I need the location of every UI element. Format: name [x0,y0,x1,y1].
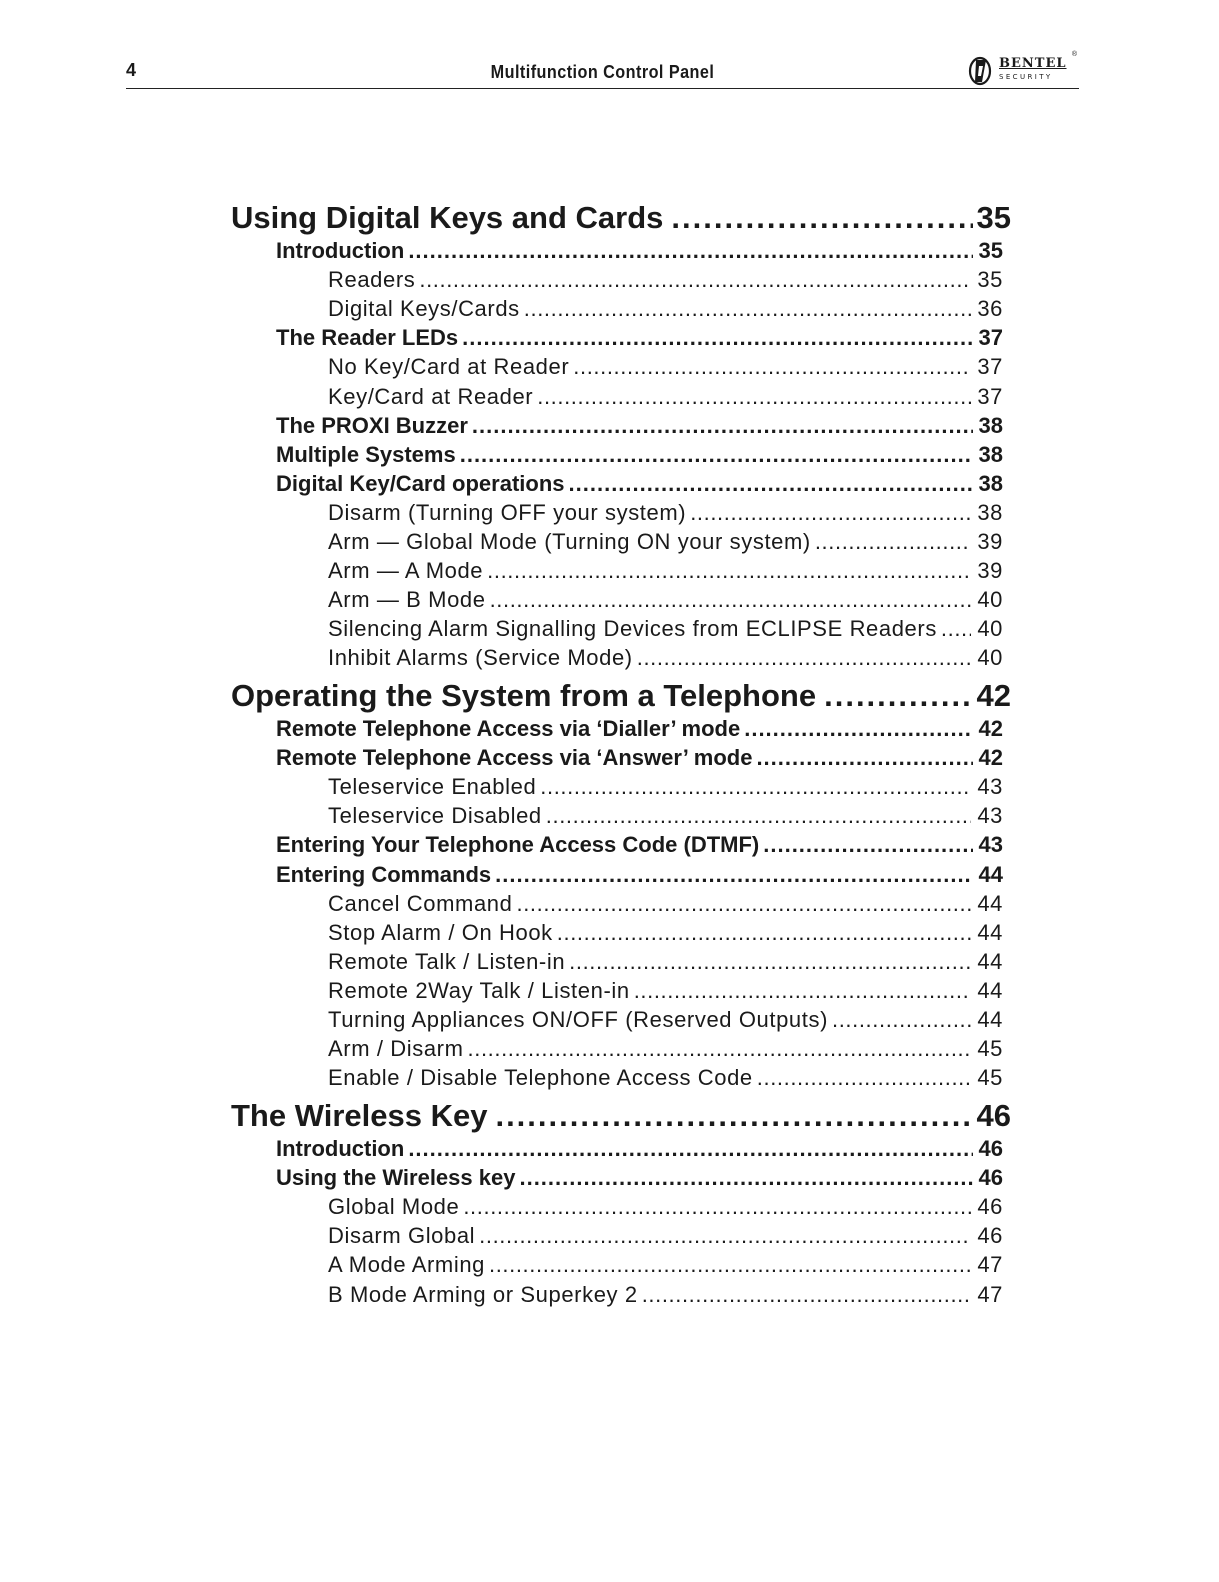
toc-topic-entry[interactable] [328,1252,1003,1280]
dot-leader [824,678,972,714]
toc-entry-page: 38 [977,499,1003,525]
toc-entry-page: 44 [978,861,1003,887]
dot-leader [757,1065,972,1091]
dot-leader [637,645,972,671]
brand-logo [967,51,1079,86]
dot-leader [537,384,971,410]
dot-leader [524,296,972,322]
toc-entry-page: 40 [977,645,1003,671]
toc-entry-page: 42 [978,716,1003,741]
toc-topic-entry[interactable] [328,1036,1003,1064]
toc-topic-entry[interactable] [328,500,1003,528]
toc-entry-label: Digital Key/Card operations [276,470,565,496]
toc-entry-label: B Mode Arming or Superkey 2 [328,1281,638,1307]
toc-topic-entry[interactable] [328,949,1003,977]
toc-entry-page: 35 [977,267,1003,293]
toc-entry-page: 46 [978,1136,1003,1161]
toc-topic-entry[interactable] [328,384,1003,412]
toc-entry-label: The Reader LEDs [276,325,459,351]
toc-entry-label: Teleservice Disabled [328,803,542,829]
toc-entry-label: Global Mode [328,1194,460,1220]
toc-section-title: The Wireless Key [231,1098,488,1133]
toc-entry-page: 46 [978,1165,1003,1191]
toc-subsection-entry[interactable] [276,716,1003,744]
toc-entry-page: 44 [977,977,1003,1003]
toc-subsection-entry[interactable] [276,413,1003,441]
toc-entry-label: Using the Wireless key [276,1165,516,1191]
dot-leader [519,1165,972,1191]
toc-subsection-entry[interactable] [276,832,1003,860]
toc-section-heading[interactable] [231,678,1011,716]
toc-entry-label: Entering Your Telephone Access Code (DTMF) [276,832,760,858]
toc-entry-label: Arm / Disarm [328,1036,464,1062]
toc-topic-entry[interactable] [328,1282,1003,1310]
toc-subsection-entry[interactable] [276,238,1003,266]
dot-leader [941,616,971,642]
dot-leader [487,558,971,584]
toc-topic-entry[interactable] [328,774,1003,802]
dot-leader [763,832,972,858]
toc-section-heading[interactable] [231,1098,1011,1136]
toc-entry-label: Introduction [276,1136,405,1161]
toc-topic-entry[interactable] [328,1223,1003,1251]
toc-section-title: Operating the System from a Telephone [231,678,817,713]
dot-leader [460,442,973,468]
toc-entry-label: Arm — A Mode [328,558,484,584]
toc-entry-page: 37 [977,383,1003,409]
dot-leader [495,862,972,888]
toc-entry-page: 44 [977,1007,1003,1032]
toc-entry-label: Multiple Systems [276,441,456,467]
dot-leader [490,587,972,613]
toc-topic-entry[interactable] [328,891,1003,919]
toc-entry-label: The PROXI Buzzer [276,412,468,438]
dot-leader [495,1098,972,1134]
toc-entry-label: Arm — B Mode [328,587,486,613]
toc-entry-label: Key/Card at Reader [328,383,534,409]
toc-topic-entry[interactable] [328,587,1003,615]
toc-entry-label: Entering Commands [276,861,492,887]
toc-subsection-entry[interactable] [276,1165,1003,1193]
toc-topic-entry[interactable] [328,1065,1003,1093]
toc-topic-entry[interactable] [328,296,1003,324]
dot-leader [408,1136,972,1162]
toc-entry-page: 36 [977,296,1003,322]
toc-entry-page: 37 [977,354,1003,380]
dot-leader [546,803,972,829]
toc-entry-page: 46 [977,1223,1003,1249]
dot-leader [516,891,971,917]
dot-leader [642,1282,972,1308]
toc-section-page: 42 [976,678,1011,713]
toc-topic-entry[interactable] [328,803,1003,831]
dot-leader [671,200,972,236]
toc-entry-page: 43 [978,832,1003,858]
toc-entry-label: Digital Keys/Cards [328,296,520,322]
logo-brand-text: BENTEL [999,56,1067,71]
toc-section-heading[interactable] [231,200,1011,238]
toc-subsection-entry[interactable] [276,1136,1003,1164]
toc-entry-label: Remote Telephone Access via ‘Dialler’ mode [276,716,741,741]
toc-topic-entry[interactable] [328,978,1003,1006]
dot-leader [756,745,972,771]
toc-topic-entry[interactable] [328,1007,1003,1035]
toc-entry-page: 39 [977,558,1003,584]
toc-entry-label: Cancel Command [328,890,513,916]
dot-leader [832,1007,971,1033]
dot-leader [419,267,971,293]
dot-leader [479,1223,971,1249]
dot-leader [463,1194,971,1220]
toc-subsection-entry[interactable] [276,325,1003,353]
dot-leader [557,920,972,946]
dot-leader [540,774,971,800]
dot-leader [690,500,971,526]
toc-topic-entry[interactable] [328,267,1003,295]
toc-entry-page: 45 [977,1065,1003,1091]
toc-topic-entry[interactable] [328,645,1003,673]
dot-leader [462,325,972,351]
toc-entry-label: Remote Talk / Listen-in [328,948,566,974]
toc-entry-page: 43 [977,803,1003,829]
toc-entry-page: 37 [978,325,1003,351]
dot-leader [573,354,971,380]
toc-subsection-entry[interactable] [276,442,1003,470]
dot-leader [569,949,971,975]
dot-leader [634,978,972,1004]
toc-entry-label: Remote 2Way Talk / Listen-in [328,977,630,1003]
toc-entry-label: Enable / Disable Telephone Access Code [328,1065,753,1091]
document-title: Multifunction Control Panel [490,62,715,82]
toc-entry-label: Remote Telephone Access via ‘Answer’ mode [276,745,753,771]
toc-entry-label: Turning Appliances ON/OFF (Reserved Outputs) [328,1007,828,1032]
registered-mark: ® [1071,51,1077,58]
toc-entry-page: 43 [977,774,1003,800]
toc-entry-page: 40 [977,587,1003,613]
toc-entry-page: 44 [977,919,1003,945]
toc-section-page: 46 [976,1098,1011,1133]
toc-entry-page: 35 [978,238,1003,263]
toc-subsection-entry[interactable] [276,862,1003,890]
toc-topic-entry[interactable] [328,1194,1003,1222]
toc-entry-label: A Mode Arming [328,1252,485,1278]
toc-entry-page: 38 [978,441,1003,467]
toc-entry-page: 44 [977,948,1003,974]
dot-leader [468,1036,972,1062]
dot-leader [569,471,973,497]
toc-entry-label: Disarm (Turning OFF your system) [328,499,687,525]
dot-leader [815,529,971,555]
toc-entry-page: 39 [977,529,1003,554]
toc-entry-page: 46 [977,1194,1003,1220]
page-header [126,51,1079,89]
page-number: 4 [126,60,137,80]
toc-entry-page: 45 [977,1036,1003,1062]
toc-topic-entry[interactable] [328,920,1003,948]
dot-leader [489,1252,971,1278]
toc-entry-label: Inhibit Alarms (Service Mode) [328,645,633,671]
dot-leader [472,413,973,439]
toc-topic-entry[interactable] [328,354,1003,382]
toc-entry-page: 44 [977,890,1003,916]
toc-entry-page: 42 [978,745,1003,771]
toc-subsection-entry[interactable] [276,471,1003,499]
toc-entry-label: Silencing Alarm Signalling Devices from ECLIPSE Readers [328,616,937,642]
dot-leader [408,238,972,264]
toc-topic-entry[interactable] [328,529,1003,557]
toc-entry-page: 47 [977,1281,1003,1307]
toc-entry-page: 38 [978,470,1003,496]
toc-entry-label: Arm — Global Mode (Turning ON your system) [328,529,811,554]
toc-entry-label: Disarm Global [328,1223,476,1249]
toc-entry-label: Stop Alarm / On Hook [328,919,553,945]
toc-entry-label: No Key/Card at Reader [328,354,570,380]
toc-entry-page: 38 [978,412,1003,438]
toc-entry-label: Introduction [276,238,405,263]
toc-entry-page: 40 [977,616,1003,642]
bentel-logo-icon [967,54,997,86]
dot-leader [744,716,972,742]
toc-subsection-entry[interactable] [276,745,1003,773]
toc-section-title: Using Digital Keys and Cards [231,200,664,235]
toc-topic-entry[interactable] [328,616,1003,644]
toc-section-page: 35 [976,200,1011,235]
toc-entry-label: Readers [328,267,416,293]
toc-topic-entry[interactable] [328,558,1003,586]
logo-sub-text: SECURITY [999,73,1053,81]
toc-entry-label: Teleservice Enabled [328,774,537,800]
toc-entry-page: 47 [977,1252,1003,1278]
